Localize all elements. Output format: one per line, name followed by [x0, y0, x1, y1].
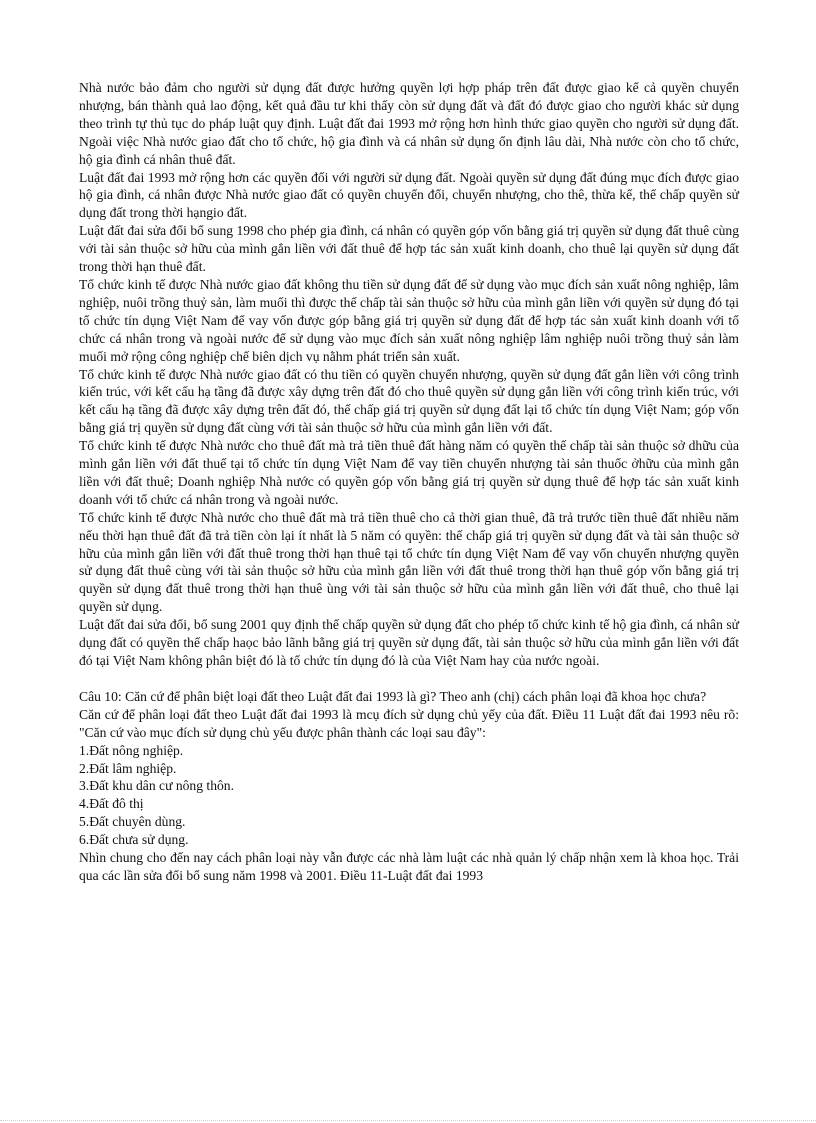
answer-intro: Căn cứ để phân loại đất theo Luật đất đai 1993 là mcụ đích sử dụng chủ yếy của đất. Điều 11 Luật đất đai 1993 nêu rõ: "Căn cứ vào mục đích sử dụng chủ yếu được phân thành các loại sau đây":	[79, 706, 739, 740]
land-type-item: 2.Đất lâm nghiệp.	[79, 760, 177, 776]
document-body	[79, 79, 739, 885]
question-10: Câu 10: Căn cứ để phân biệt loại đất theo Luật đất đai 1993 là gì? Theo anh (chị) cách phân loại đã khoa học chưa?	[79, 688, 707, 704]
paragraph-2001-amendment: Luật đất đai sửa đổi, bổ sung 2001 quy định thế chấp quyền sử dụng đất cho phép tổ chức kinh tế hộ gia đình, cá nhân sử dụng đất có quyền thế chấp haọc bảo lãnh bằng giá trị quyền sử dụng đất, tài sản thuộc sở hữu của mình gắn liền với đất đó tại Việt Nam không phân biệt đó là tổ chức tín dụng đó là của Việt Nam hay của nước ngoài.	[79, 617, 739, 668]
land-type-item: 6.Đất chưa sử dụng.	[79, 832, 189, 848]
land-type-item: 5.Đất chuyên dùng.	[79, 814, 186, 830]
paragraph-1993-expanded-rights: Luật đất đai 1993 mở rộng hơn các quyền đối với người sử dụng đất. Ngoài quyền sử dụng đất đúng mục đích được giao hộ gia đình, cá nhân được Nhà nước giao đất có quyền chuyển đổi, chuyển nhượng, cho thê, thừa kế, thế chấp quyền sử dụng đất trong thời hạngio đất.	[79, 169, 739, 221]
land-type-item: 3.Đất khu dân cư nông thôn.	[79, 778, 234, 794]
paragraph-annual-lease-orgs: Tổ chức kinh tế được Nhà nước cho thuê đất mà trả tiền thuê đất hàng năm có quyền thế chấp tài sản thuộc sở dhữu của mình gắn liền với đất thuế tại tổ chức tín dụng Việt Nam để vay tiền chuyển nhượng tài sản thuốc ởhữu của mình gắn liền với đất thuê; Doanh nghiệp Nhà nước có quyền góp vốn bằng giá trị quyền sử dụng thuê để hợp tác sản xuất kinh doanh với tổ chức cá nhân trong và ngoài nước.	[79, 438, 739, 507]
land-type-item: 1.Đất nông nghiệp.	[79, 742, 184, 758]
paragraph-prepaid-lease-orgs: Tổ chức kinh tế được Nhà nước cho thuê đất mà trả tiền thuê cho cả thời gian thuê, đã trả trước tiền thuê đất nhiều năm nếu thời hạn thuê đất đã trả tiền còn lại ít nhất là 5 năm có quyền: thế chấp giá trị quyền sử dụng đất và tài sản thuộc sở hữu của mình gắn liền với đất thuê trong thời hạn thuê tại tổ chức tín dụng Việt Nam để vay vốn chuyển nhượng quyền sử dụng đất thuê cùng với tài sản thuộc sở hữu của mình gắn liền với đất thuê trong thời hạn thuê góp vốn bằng giá trị quyền sử dụng đất thuê trong thời hạn thuê ùng với tài sản thuộc sở hữu của mình gắn liền với đất thuê, cho thuê lại quyền sử dụng.	[79, 509, 739, 615]
paragraph-paid-allocation-orgs: Tổ chức kinh tế được Nhà nước giao đất có thu tiền có quyền chuyển nhượng, quyền sử dụng đất gắn liền với công trình kiến trúc, với kết cấu hạ tầng đã được xây dựng trên đất đó cho thuê quyền sử dụng gắn liền với công trình kiến trúc, với kết cấu hạ tầng đã được xây dựng trên đất đó, thế chấp giá trị quyền sử dụng đất lại tổ chức tín dụng Việt Nam; góp vốn bằng giá trị quyền sử dụng đất cùng với tài sản thuộc sở hữu của mình gắn liền với đất.	[79, 366, 739, 436]
paragraph-land-user-rights: Nhà nước bảo đảm cho người sử dụng đất được hưởng quyền lợi hợp pháp trên đất được giao kể cả quyền chuyển nhượng, bán thành quả lao động, kết quả đầu tư khi thấy còn sử dụng đất và đất đó được giao cho người khác sử dụng theo trình tự thủ tục do pháp luật quy định. Luật đất đai 1993 mở rộng hơn hình thức giao quyền cho người sử dụng đất. Ngoài việc Nhà nước giao đất cho tổ chức, hộ gia đình và cá nhân sử dụng ổn định lâu dài, Nhà nước còn cho tổ chức, hộ gia đình cá nhân thuê đất.	[79, 80, 739, 167]
page-bottom-divider	[0, 1120, 816, 1121]
paragraph-1998-amendment: Luật đất đai sửa đổi bổ sung 1998 cho phép gia đình, cá nhân có quyền góp vốn bằng giá trị quyền sử dụng đất thuê cùng với tài sản thuộc sở hữu của mình gắn liền với đất thuê để hợp tác sản xuất kinh doanh, cho thuê lại quyền sử dụng đất trong thời hạn thuê đất.	[79, 223, 739, 275]
paragraph-free-allocation-orgs: Tổ chức kinh tế được Nhà nước giao đất không thu tiền sử dụng đất để sử dụng vào mục đích sản xuất nông nghiệp, lâm nghiệp, nuôi trồng thuỷ sản, làm muối thì được thế chấp tài sản thuộc sở hữu của mình gắn liền với quyền sử dụng đó tại tổ chức tín dụng Việt Nam để vay vốn được góp bằng giá trị quyền sử dụng đất để hợp tác sản xuất kinh doanh với tổ chức cá nhân trong và ngoài nước để sử dụng vào mục đích sản xuất nông nghiệp lâm nghiệp nuôi trồng thuỷ sản làm muối mở rộng công nghiệp chế biên dịch vụ nằhm phát triển sản xuất.	[79, 276, 739, 364]
land-type-item: 4.Đất đô thị	[79, 796, 144, 812]
conclusion-paragraph: Nhìn chung cho đến nay cách phân loại này vẫn được các nhà làm luật các nhà quản lý chấp nhận xem là khoa học. Trải qua các lần sửa đổi bổ sung năm 1998 và 2001. Điều 11-Luật đất đai 1993	[79, 850, 739, 883]
